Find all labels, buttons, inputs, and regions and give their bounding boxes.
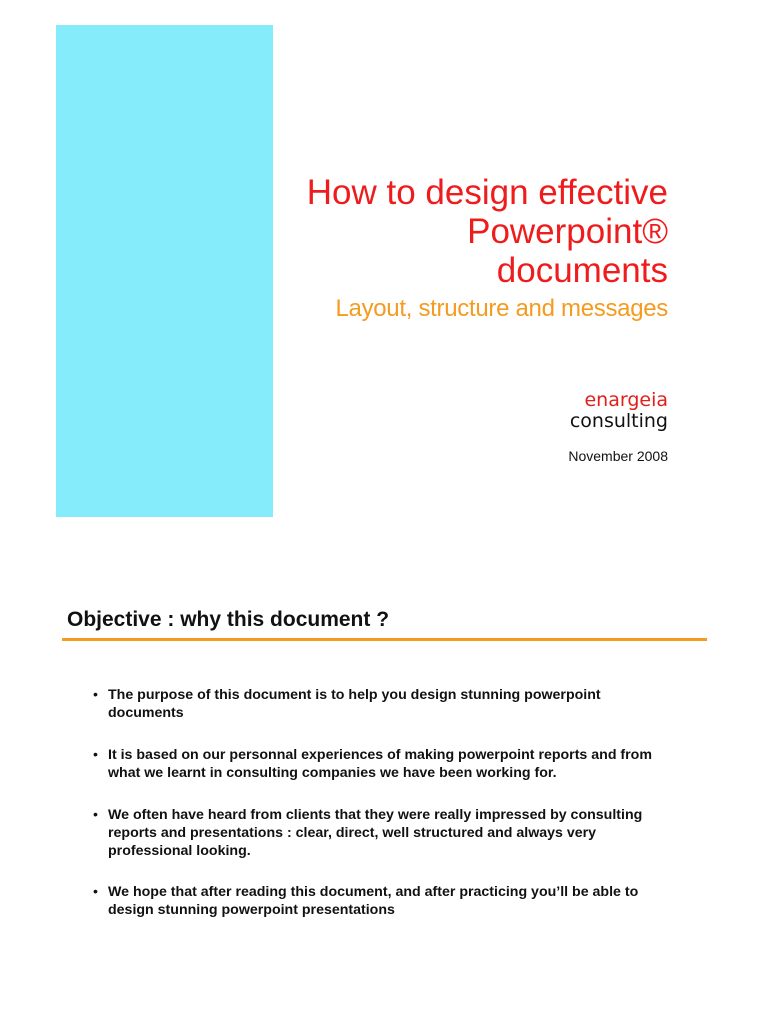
bullet-dot-icon: •: [93, 747, 98, 763]
objective-heading-rule: [62, 638, 707, 641]
bullet-line: It is based on our personnal experiences of making powerpoint reports and from: [108, 747, 652, 763]
bullet-line: professional looking.: [108, 843, 251, 859]
bullet-line: reports and presentations : clear, direct, well structured and always very: [108, 825, 597, 841]
bullet-line: We hope that after reading this document, and after practicing you’ll be able to: [108, 884, 639, 900]
brand-logo-line-2: consulting: [569, 410, 668, 432]
cover-accent-block: [56, 25, 273, 517]
cover-title-line-3: documents: [496, 251, 668, 290]
bullet-line: The purpose of this document is to help you design stunning powerpoint: [108, 687, 601, 703]
bullet-line: design stunning powerpoint presentations: [108, 902, 395, 918]
bullet-dot-icon: •: [93, 884, 98, 900]
bullet-dot-icon: •: [93, 687, 98, 703]
bullet-line: what we learnt in consulting companies we have been working for.: [108, 765, 557, 781]
brand-logo-line-1: enargeia: [584, 389, 668, 411]
cover-title-line-2: Powerpoint®: [467, 212, 668, 251]
bullet-dot-icon: •: [93, 807, 98, 823]
cover-title-line-1: How to design effective: [306, 173, 668, 212]
cover-date: November 2008: [568, 448, 668, 464]
bullet-item: [93, 686, 693, 722]
bullet-item: [93, 746, 693, 782]
brand-logo: [570, 390, 668, 432]
bullet-item: [93, 883, 693, 919]
bullet-line: documents: [108, 705, 184, 721]
bullet-item: [93, 806, 693, 860]
objective-heading: Objective : why this document ?: [67, 608, 390, 631]
cover-subtitle: Layout, structure and messages: [335, 295, 668, 322]
objective-bullet-list: [93, 686, 693, 943]
bullet-line: We often have heard from clients that they were really impressed by consulting: [108, 807, 643, 823]
cover-title-group: [307, 173, 668, 324]
